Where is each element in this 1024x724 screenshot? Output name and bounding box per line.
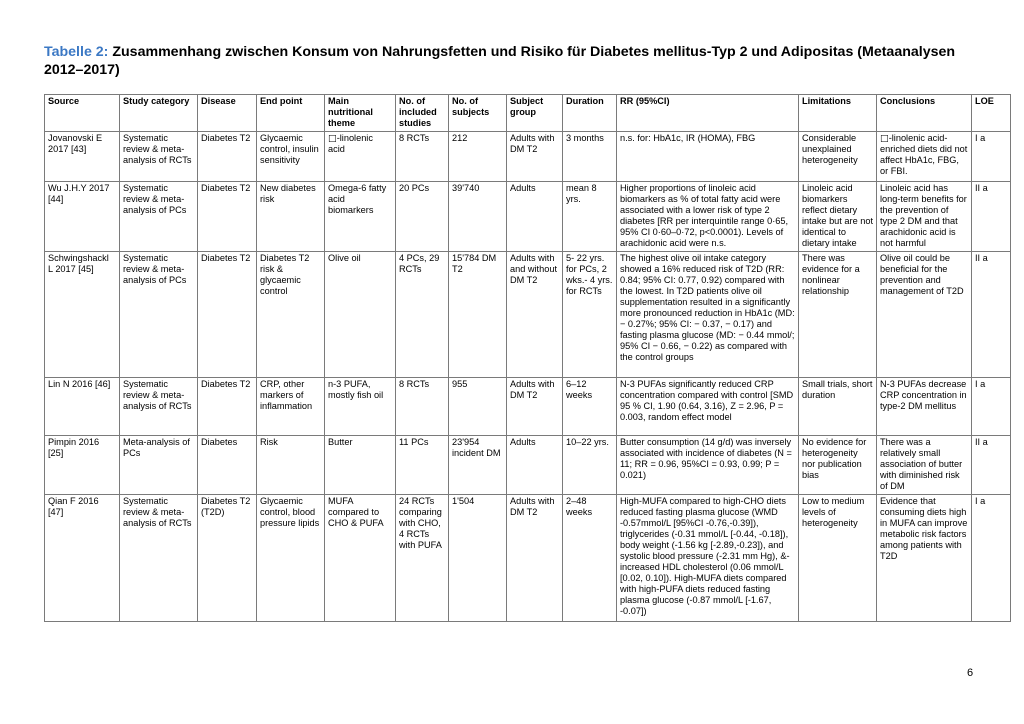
header-rr: RR (95%CI) xyxy=(617,95,799,132)
cell-limitations: Linoleic acid biomarkers reflect dietary intake but are not identical to dietary intake xyxy=(799,182,877,252)
cell-conclusions xyxy=(877,132,972,182)
cell-no-subjects: 15'784 DM T2 xyxy=(449,252,507,378)
cell-disease: Diabetes T2 xyxy=(198,378,257,436)
cell-no-subjects: 212 xyxy=(449,132,507,182)
cell-loe: I a xyxy=(972,495,1011,622)
table-row xyxy=(45,378,1011,436)
header-limitations: Limitations xyxy=(799,95,877,132)
cell-study-category: Meta-analysis of PCs xyxy=(120,436,198,495)
cell-main-theme: Omega-6 fatty acid biomarkers xyxy=(325,182,396,252)
table-row xyxy=(45,495,1011,622)
cell-no-subjects: 39'740 xyxy=(449,182,507,252)
cell-loe: II a xyxy=(972,436,1011,495)
cell-main-theme: Olive oil xyxy=(325,252,396,378)
cell-study-category: Systematic review & meta-analysis of RCTs xyxy=(120,378,198,436)
cell-main-theme: Butter xyxy=(325,436,396,495)
table-row xyxy=(45,436,1011,495)
cell-rr: The highest olive oil intake category showed a 16% reduced risk of T2D (RR: 0.84; 95% CI: 0.77, 0.92) compared with the lowest. In T2D patients olive oil supplementation resulted in a significantly more pronounced reduction in HbA1c (MD: − 0.27%; 95% CI: − 0.37, − 0.17) and fasting plasma glucose (MD: − 0.44 mmol/; 95% CI − 0.66, − 0.22) as compared with the control groups xyxy=(617,252,799,378)
table-caption: Zusammenhang zwischen Konsum von Nahrungsfetten und Risiko für Diabetes mellitus-Typ 2 und Adipositas (Metaanalysen 2012–2017) xyxy=(44,44,956,78)
header-end-point: End point xyxy=(257,95,325,132)
cell-disease: Diabetes T2 (T2D) xyxy=(198,495,257,622)
cell-end-point: Diabetes T2 risk & glycaemic control xyxy=(257,252,325,378)
cell-limitations: No evidence for heterogeneity nor publication bias xyxy=(799,436,877,495)
cell-study-category: Systematic review & meta-analysis of RCTs xyxy=(120,132,198,182)
cell-no-subjects: 955 xyxy=(449,378,507,436)
cell-source: Schwingshackl L 2017 [45] xyxy=(45,252,120,378)
header-no-studies: No. of included studies xyxy=(396,95,449,132)
cell-limitations: Small trials, short duration xyxy=(799,378,877,436)
cell-no-subjects: 1'504 xyxy=(449,495,507,622)
table-title xyxy=(44,43,994,79)
missing-glyph: □ xyxy=(880,133,889,144)
cell-duration: 2–48 weeks xyxy=(563,495,617,622)
cell-loe: I a xyxy=(972,378,1011,436)
cell-study-category: Systematic review & meta-analysis of PCs xyxy=(120,252,198,378)
cell-end-point: Glycaemic control, blood pressure lipids xyxy=(257,495,325,622)
cell-end-point: CRP, other markers of inflammation xyxy=(257,378,325,436)
cell-duration: 5- 22 yrs. for PCs, 2 wks.- 4 yrs. for RCTs xyxy=(563,252,617,378)
cell-rr: High-MUFA compared to high-CHO diets reduced fasting plasma glucose (WMD -0.57mmol/L [95%CI -0.76,-0.39]), triglycerides (-0.31 mmol/L [-0.44, -0.18]), body weight (-1.56 kg [-2.89,-0.23]), and systolic blood pressure (-2.31 mm Hg), &-increased HDL cholesterol (0.06 mmol/L [0.02, 0.10]). High-MUFA diets compared with high-PUFA diets reduced fasting plasma glucose (-0.87 mmol/L [-1.67, -0.07]) xyxy=(617,495,799,622)
cell-conclusions: There was a relatively small association of butter with diminished risk of DM xyxy=(877,436,972,495)
cell-subject-group: Adults xyxy=(507,436,563,495)
cell-subject-group: Adults with DM T2 xyxy=(507,495,563,622)
cell-duration: 10–22 yrs. xyxy=(563,436,617,495)
cell-duration: mean 8 yrs. xyxy=(563,182,617,252)
table-row xyxy=(45,252,1011,378)
cell-conclusions-text: -linolenic acid-enriched diets did not affect HbA1c, FBG, or FBI. xyxy=(880,133,968,176)
header-no-subjects: No. of subjects xyxy=(449,95,507,132)
cell-study-category: Systematic review & meta-analysis of PCs xyxy=(120,182,198,252)
cell-end-point: New diabetes risk xyxy=(257,182,325,252)
cell-source: Lin N 2016 [46] xyxy=(45,378,120,436)
cell-rr: Higher proportions of linoleic acid biomarkers as % of total fatty acid were associated with a lower risk of type 2 diabetes [RR per interquintile range 0·65, 95% CI 0·60–0·72, p<0.0001). Levels of arachidonic acid were n.s. xyxy=(617,182,799,252)
cell-limitations: Low to medium levels of heterogeneity xyxy=(799,495,877,622)
header-subject-group: Subject group xyxy=(507,95,563,132)
cell-subject-group: Adults with DM T2 xyxy=(507,132,563,182)
table-label: Tabelle 2: xyxy=(44,44,109,60)
cell-limitations: Considerable unexplained heterogeneity xyxy=(799,132,877,182)
cell-conclusions: N-3 PUFAs decrease CRP concentration in type-2 DM mellitus xyxy=(877,378,972,436)
cell-disease: Diabetes xyxy=(198,436,257,495)
cell-main-theme xyxy=(325,132,396,182)
cell-study-category: Systematic review & meta-analysis of RCTs xyxy=(120,495,198,622)
cell-main-theme: n-3 PUFA, mostly fish oil xyxy=(325,378,396,436)
header-source: Source xyxy=(45,95,120,132)
cell-no-studies: 8 RCTs xyxy=(396,378,449,436)
header-duration: Duration xyxy=(563,95,617,132)
cell-no-subjects: 23'954 incident DM xyxy=(449,436,507,495)
cell-duration: 6–12 weeks xyxy=(563,378,617,436)
cell-limitations: There was evidence for a nonlinear relationship xyxy=(799,252,877,378)
cell-rr: Butter consumption (14 g/d) was inversely associated with incidence of diabetes (N = 11; RR = 0.96, 95%CI = 0.93, 0.99; P = 0.021) xyxy=(617,436,799,495)
cell-source: Jovanovski E 2017 [43] xyxy=(45,132,120,182)
cell-no-studies: 11 PCs xyxy=(396,436,449,495)
cell-subject-group: Adults with DM T2 xyxy=(507,378,563,436)
cell-source: Wu J.H.Y 2017 [44] xyxy=(45,182,120,252)
table-row xyxy=(45,132,1011,182)
cell-main-theme: MUFA compared to CHO & PUFA xyxy=(325,495,396,622)
cell-no-studies: 20 PCs xyxy=(396,182,449,252)
cell-source: Pimpin 2016 [25] xyxy=(45,436,120,495)
cell-no-studies: 24 RCTs comparing with CHO, 4 RCTs with PUFA xyxy=(396,495,449,622)
header-study-category: Study category xyxy=(120,95,198,132)
cell-disease: Diabetes T2 xyxy=(198,132,257,182)
cell-subject-group: Adults with and without DM T2 xyxy=(507,252,563,378)
cell-conclusions: Linoleic acid has long-term benefits for the prevention of type 2 DM and that arachidonic acid is not harmful xyxy=(877,182,972,252)
missing-glyph: □ xyxy=(328,133,337,144)
cell-conclusions: Evidence that consuming diets high in MUFA can improve metabolic risk factors among patients with T2D xyxy=(877,495,972,622)
cell-loe: II a xyxy=(972,182,1011,252)
header-disease: Disease xyxy=(198,95,257,132)
header-conclusions: Conclusions xyxy=(877,95,972,132)
meta-analysis-table xyxy=(44,94,1011,622)
cell-duration: 3 months xyxy=(563,132,617,182)
cell-loe: II a xyxy=(972,252,1011,378)
cell-main-theme-text: -linolenic acid xyxy=(328,133,373,154)
header-loe: LOE xyxy=(972,95,1011,132)
cell-conclusions: Olive oil could be beneficial for the prevention and management of T2D xyxy=(877,252,972,378)
cell-disease: Diabetes T2 xyxy=(198,252,257,378)
cell-no-studies: 8 RCTs xyxy=(396,132,449,182)
cell-loe: I a xyxy=(972,132,1011,182)
cell-rr: N-3 PUFAs significantly reduced CRP concentration compared with control [SMD 95 % CI, 1.90 (0.64, 3.16), Z = 2.96, P = 0.003, random effect model xyxy=(617,378,799,436)
cell-source: Qian F 2016 [47] xyxy=(45,495,120,622)
cell-no-studies: 4 PCs, 29 RCTs xyxy=(396,252,449,378)
cell-disease: Diabetes T2 xyxy=(198,182,257,252)
cell-rr: n.s. for: HbA1c, IR (HOMA), FBG xyxy=(617,132,799,182)
cell-end-point: Glycaemic control, insulin sensitivity xyxy=(257,132,325,182)
table-header-row xyxy=(45,95,1011,132)
table-row xyxy=(45,182,1011,252)
page-number: 6 xyxy=(967,667,974,679)
cell-subject-group: Adults xyxy=(507,182,563,252)
header-main-theme: Main nutritional theme xyxy=(325,95,396,132)
cell-end-point: Risk xyxy=(257,436,325,495)
